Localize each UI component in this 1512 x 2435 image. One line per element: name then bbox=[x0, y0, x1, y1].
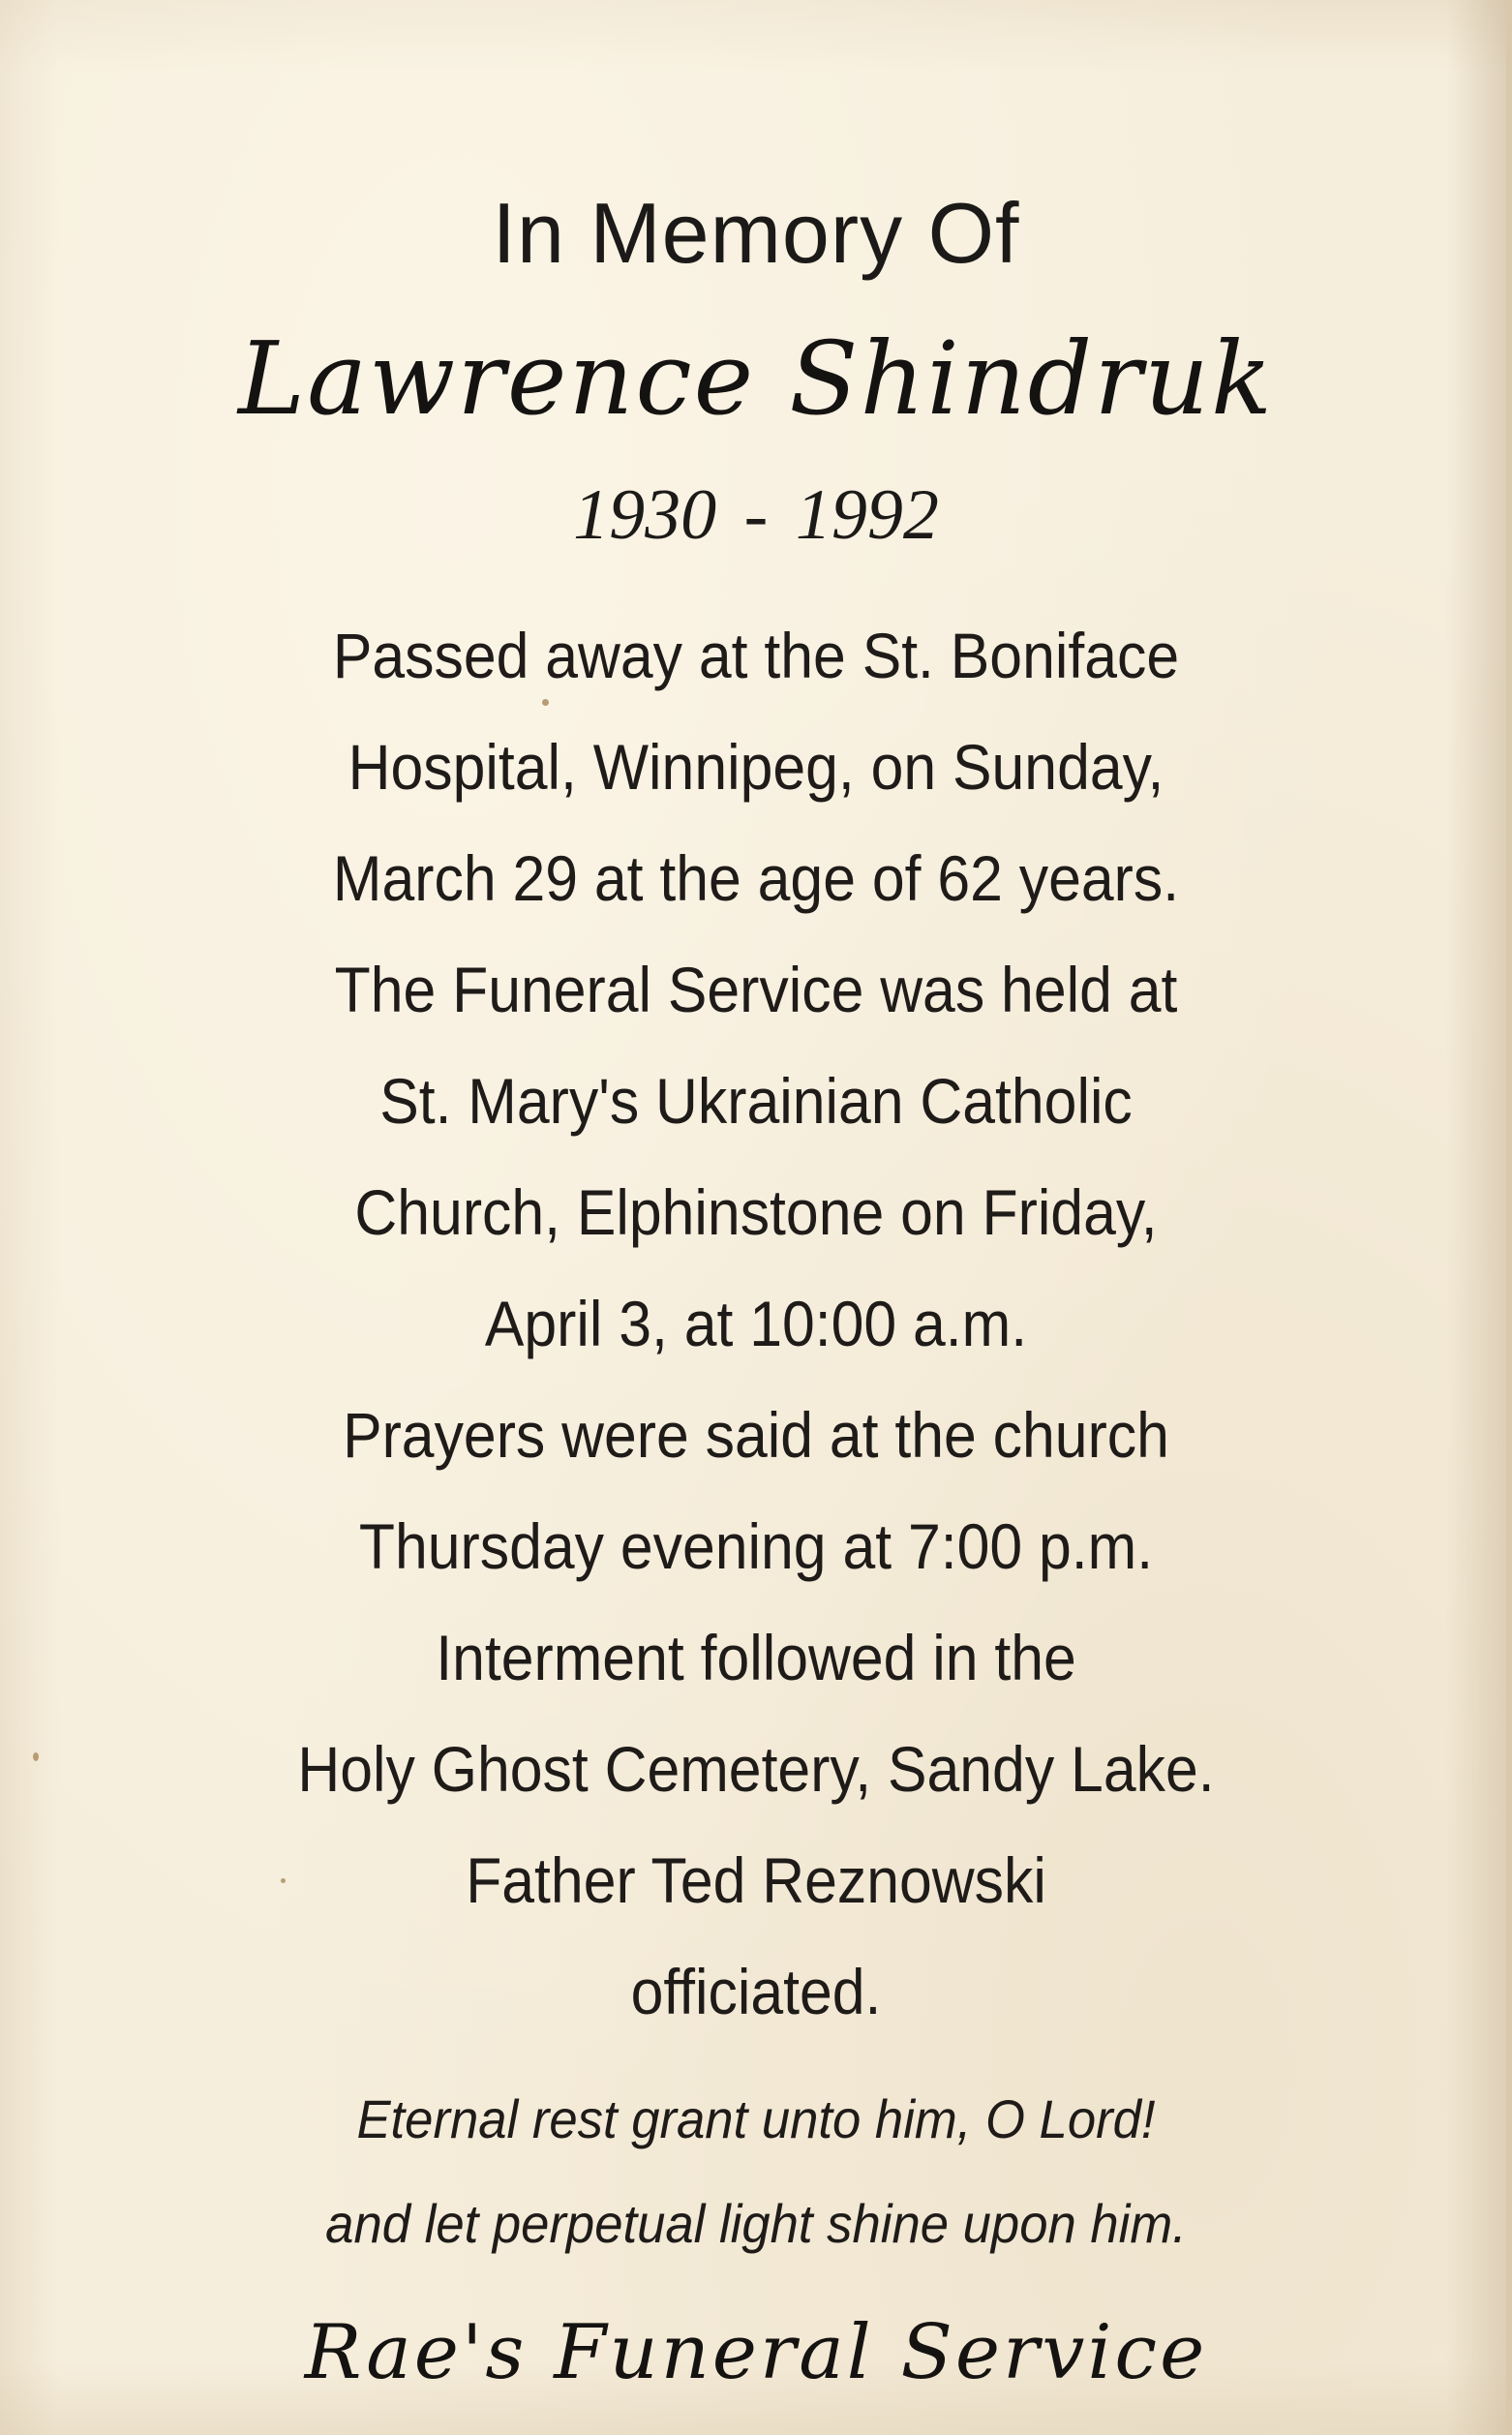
funeral-home-name: Rae's Funeral Service bbox=[304, 2309, 1208, 2396]
prayer-line: Eternal rest grant unto him, O Lord! bbox=[356, 2088, 1156, 2149]
obituary-line: Hospital, Winnipeg, on Sunday, bbox=[348, 731, 1164, 803]
obituary-line: Church, Elphinstone on Friday, bbox=[354, 1176, 1158, 1248]
obituary-line: April 3, at 10:00 a.m. bbox=[484, 1288, 1028, 1359]
obituary-line: Father Ted Reznowski bbox=[466, 1844, 1046, 1916]
deceased-name: Lawrence Shindruk bbox=[238, 320, 1274, 438]
obituary-line: officiated. bbox=[630, 1956, 882, 2027]
obituary-line: March 29 at the age of 62 years. bbox=[332, 842, 1180, 914]
obituary-line: Holy Ghost Cemetery, Sandy Lake. bbox=[297, 1733, 1215, 1805]
obituary-text bbox=[60, 600, 1451, 2048]
obituary-line: Thursday evening at 7:00 p.m. bbox=[358, 1510, 1154, 1582]
paper-speck bbox=[281, 1878, 286, 1883]
obituary-line: Passed away at the St. Boniface bbox=[332, 620, 1180, 691]
prayer-verse bbox=[45, 2067, 1467, 2276]
paper-speck bbox=[542, 699, 549, 706]
prayer-line: and let perpetual light shine upon him. bbox=[325, 2193, 1187, 2254]
obituary-line: Interment followed in the bbox=[436, 1622, 1076, 1693]
obituary-line: Prayers were said at the church bbox=[343, 1399, 1169, 1471]
obituary-line: The Funeral Service was held at bbox=[334, 954, 1178, 1025]
obituary-line: St. Mary's Ukrainian Catholic bbox=[379, 1065, 1133, 1137]
paper-speck bbox=[33, 1752, 39, 1761]
life-dates: 1930 - 1992 bbox=[573, 475, 939, 555]
card-heading: In Memory Of bbox=[492, 185, 1020, 281]
